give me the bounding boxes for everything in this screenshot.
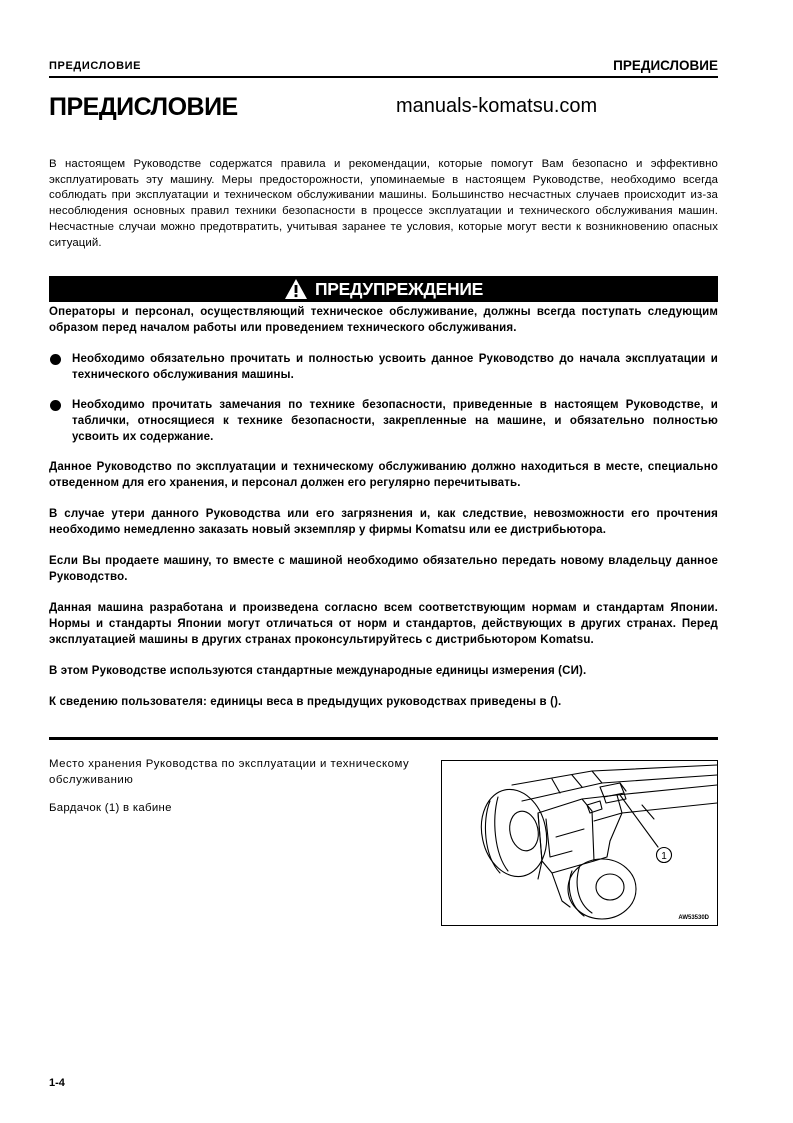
warning-triangle-icon [284,278,308,300]
paragraph: В этом Руководстве используются стандартные международные единицы измерения (СИ). [49,665,587,677]
figure-callout: 1 [661,851,667,862]
warning-title: ПРЕДУПРЕЖДЕНИЕ [314,278,484,299]
figure-frame [441,760,718,926]
header-rule [49,76,718,78]
bullet-icon [50,400,61,411]
bullet-text: Необходимо обязательно прочитать и полностью усвоить данное Руководство до начала эксплуатации и технического обслуживания машины. [72,353,718,381]
machine-cabin-illustration [442,761,717,925]
page-number: 1-4 [49,1077,65,1089]
running-header-left: ПРЕДИСЛОВИЕ [49,60,142,72]
warning-body [49,304,718,725]
storage-label: Место хранения Руководства по эксплуатации и техническому обслуживанию [49,758,410,786]
storage-location: Бардачок (1) в кабине [49,802,172,814]
paragraph: К сведению пользователя: единицы веса в предыдущих руководствах приведены в (). [49,696,562,708]
paragraph: Если Вы продаете машину, то вместе с машиной необходимо обязательно передать новому владельцу данное Руководство. [49,555,718,583]
bullet-text: Необходимо прочитать замечания по технике безопасности, приведенные в настоящем Руководстве, и таблички, относящиеся к технике безопасности, закрепленные на машине, и обязательно полностью усвоить их содержание. [72,399,718,443]
paragraph: Данная машина разработана и произведена согласно всем соответствующим нормам и стандартам Японии. Нормы и стандарты Японии могут отличаться от норм и стандартов, действующих в других странах. Перед эксплуатацией машины в других странах проконсультируйтесь с дистрибьютором Komatsu. [49,602,718,646]
paragraph: Данное Руководство по эксплуатации и техническому обслуживанию должно находиться в месте, специально отведенном для его хранения, и персонал должен его регулярно перечитывать. [49,461,718,489]
warning-banner [49,276,718,302]
section-rule [49,737,718,740]
bullet-icon [50,354,61,365]
watermark-text: manuals-komatsu.com [396,95,598,117]
list-item [49,397,718,445]
paragraph: В случае утери данного Руководства или его загрязнения и, как следствие, невозможности его прочтения необходимо немедленно заказать новый экземпляр у фирмы Komatsu или ее дистрибьютора. [49,508,718,536]
intro-paragraph: В настоящем Руководстве содержатся правила и рекомендации, которые помогут Вам безопасно и эффективно эксплуатировать эту машину. Меры предосторожности, упоминаемые в настоящем Руководстве, необходимо всегда соблюдать при эксплуатации и техническом обслуживании машины. Большинство несчастных случаев происходит из-за несоблюдения основных правил техники безопасности в процессе эксплуатации и технического обслуживания машин. Несчастные случаи можно предотвратить, учитывая заранее те условия, которые могут вести к возникновению опасных ситуаций. [49,158,718,249]
running-header-right: ПРЕДИСЛОВИЕ [613,58,718,73]
figure-code: AW53530D [678,915,709,921]
page-title: ПРЕДИСЛОВИЕ [49,93,238,121]
warning-lead: Операторы и персонал, осуществляющий техническое обслуживание, должны всегда поступать следующим образом перед началом работы или проведением технического обслуживания. [49,306,718,334]
list-item [49,351,718,383]
